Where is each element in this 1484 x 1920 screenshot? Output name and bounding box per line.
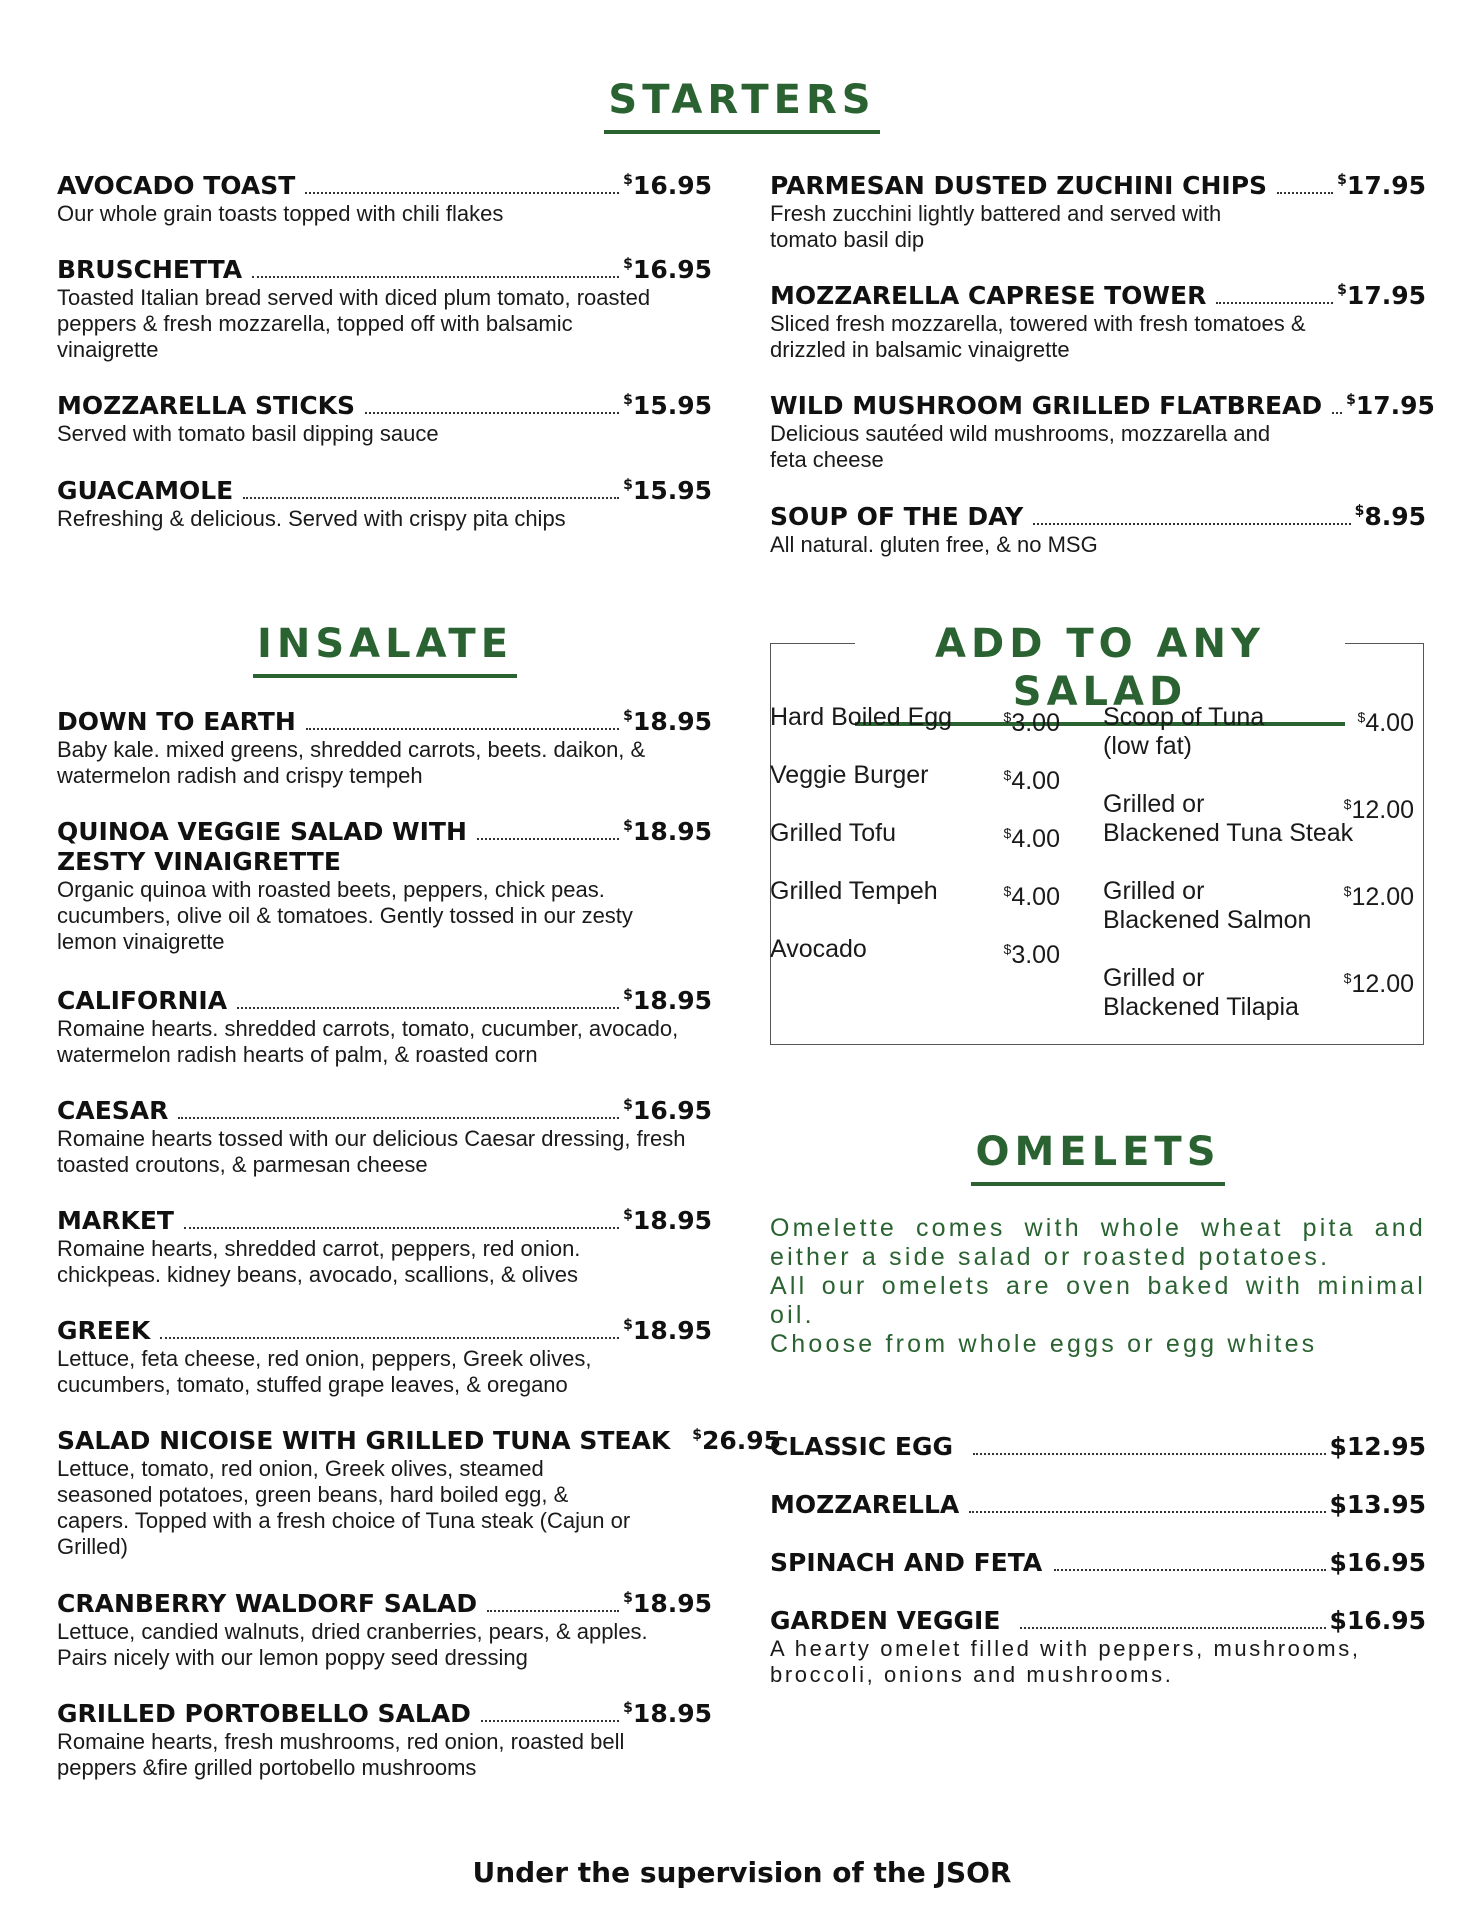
addon-name: Grilled or Blackened Tuna Steak [1103,790,1354,847]
leader-dots [969,1511,1325,1513]
insalate-heading: INSALATE [185,620,585,678]
item-name: CLASSIC EGG [770,1432,953,1461]
item-description: Baby kale. mixed greens, shredded carrots, beets. daikon, & watermelon radish and crispy tempeh [57,737,646,788]
item-name: AVOCADO TOAST [57,171,296,200]
item-name: QUINOA VEGGIE SALAD WITH [57,817,467,846]
menu-item [57,1420,782,1560]
menu-item [770,1548,1426,1578]
item-description: Romaine hearts. shredded carrots, tomato, cucumber, avocado, watermelon radish hearts of palm, & roasted corn [57,1016,679,1067]
menu-item [770,496,1426,558]
item-description: Toasted Italian bread served with diced plum tomato, roasted peppers & fresh mozzarella, topped off with balsamic vinaigrette [57,285,651,362]
item-name: SPINACH AND FETA [770,1548,1043,1577]
leader-dots [1020,1627,1325,1629]
item-description: All natural. gluten free, & no MSG [770,532,1098,557]
item-name: MARKET [57,1206,174,1235]
leader-dots [243,497,619,499]
leader-dots [1033,523,1350,525]
leader-dots [477,838,619,840]
addon-name: Hard Boiled Egg [770,703,953,731]
item-description: Refreshing & delicious. Served with crispy pita chips [57,506,566,531]
menu-item [57,165,712,227]
addon-name: Scoop of Tuna (low fat) [1103,703,1265,760]
item-description: Lettuce, tomato, red onion, Greek olives, steamed seasoned potatoes, green beans, hard boiled egg, & capers. Topped with a fresh choice of Tuna steak (Cajun or Grilled) [57,1456,631,1559]
item-price: $18.95 [623,1589,712,1618]
item-name-line2: ZESTY VINAIGRETTE [57,847,341,876]
item-price: $17.95 [1337,171,1426,200]
item-description: Sliced fresh mozzarella, towered with fresh tomatoes & drizzled in balsamic vinaigrette [770,311,1306,362]
item-description: A hearty omelet filled with peppers, mushrooms, broccoli, onions and mushrooms. [770,1636,1361,1687]
addon-price: $12.00 [1343,970,1414,998]
item-name: SALAD NICOISE WITH GRILLED TUNA STEAK [57,1426,671,1455]
omelets-heading: OMELETS [898,1128,1298,1186]
item-name: CALIFORNIA [57,986,228,1015]
item-name: GREEK [57,1316,151,1345]
leader-dots [487,1610,619,1612]
menu-item [770,1606,1426,1688]
leader-dots [306,728,619,730]
item-name: PARMESAN DUSTED ZUCHINI CHIPS [770,171,1268,200]
item-name: BRUSCHETTA [57,255,243,284]
item-description: Romaine hearts, shredded carrot, peppers, red onion. chickpeas. kidney beans, avocado, scallions, & olives [57,1236,581,1287]
item-price: $18.95 [623,817,712,846]
leader-dots [237,1007,619,1009]
item-price: $18.95 [623,1206,712,1235]
addon-price: $12.00 [1343,796,1414,824]
addon-price: $4.00 [1003,767,1060,795]
item-price: $16.95 [623,1096,712,1125]
addon-name: Grilled or Blackened Tilapia [1103,964,1299,1021]
item-name: GUACAMOLE [57,476,234,505]
item-description: Organic quinoa with roasted beets, peppers, chick peas. cucumbers, olive oil & tomatoes. Gently tossed in our zesty lemon vinaigrette [57,877,633,954]
item-description: Served with tomato basil dipping sauce [57,421,439,446]
item-price: $17.95 [1337,281,1426,310]
leader-dots [481,1720,619,1722]
menu-item [770,275,1426,363]
item-description: Romaine hearts, fresh mushrooms, red onion, roasted bell peppers &fire grilled portobello mushrooms [57,1729,625,1780]
item-price: $16.95 [1329,1606,1426,1635]
item-description: Fresh zucchini lightly battered and served with tomato basil dip [770,201,1222,252]
item-name: MOZZARELLA CAPRESE TOWER [770,281,1207,310]
leader-dots [1332,412,1342,414]
item-name: GARDEN VEGGIE [770,1606,1001,1635]
leader-dots [365,412,619,414]
menu-item [57,701,712,789]
addon-price: $3.00 [1003,941,1060,969]
item-price: $16.95 [1329,1548,1426,1577]
addon-price: $3.00 [1003,709,1060,737]
leader-space [678,1447,688,1449]
item-price: $17.95 [1346,391,1435,420]
menu-item [770,165,1426,253]
addon-price: $4.00 [1003,883,1060,911]
menu-item [57,1693,712,1781]
leader-dots [1216,302,1333,304]
addon-name: Veggie Burger [770,761,929,789]
footer-supervision: Under the supervision of the JSOR [472,1856,1012,1889]
item-name: MOZZARELLA [770,1490,960,1519]
item-description: Lettuce, feta cheese, red onion, peppers, Greek olives, cucumbers, tomato, stuffed grape leaves, & oregano [57,1346,592,1397]
addon-name: Avocado [770,935,867,963]
item-name: CAESAR [57,1096,169,1125]
starters-heading: STARTERS [542,76,942,134]
addon-price: $12.00 [1343,883,1414,911]
item-description: Romaine hearts tossed with our delicious Caesar dressing, fresh toasted croutons, & parmesan cheese [57,1126,686,1177]
omelet-note-line: Choose from whole eggs or egg whites [770,1330,1318,1358]
addon-price: $4.00 [1003,825,1060,853]
leader-dots [1054,1569,1325,1571]
item-price: $18.95 [623,1316,712,1345]
item-price: $13.95 [1329,1490,1426,1519]
menu-item [57,811,712,955]
menu-item [57,470,712,532]
omelet-note-line: Omelette comes with whole wheat pita and either a side salad or roasted potatoes. [770,1214,1426,1271]
menu-item [57,1583,712,1671]
item-price: $18.95 [623,986,712,1015]
item-name: MOZZARELLA STICKS [57,391,356,420]
leader-dots [178,1117,619,1119]
item-name: DOWN TO EARTH [57,707,296,736]
menu-item [57,1310,712,1398]
item-price: $16.95 [623,171,712,200]
addon-name: Grilled Tempeh [770,877,938,905]
item-name: GRILLED PORTOBELLO SALAD [57,1699,471,1728]
menu-item [57,1200,712,1288]
menu-item [57,980,712,1068]
menu-item [770,385,1435,473]
omelet-note-line: All our omelets are oven baked with minimal oil. [770,1272,1426,1329]
item-name: SOUP OF THE DAY [770,502,1024,531]
item-price: $12.95 [1329,1432,1426,1461]
leader-dots [184,1227,619,1229]
addon-name: Grilled or Blackened Salmon [1103,877,1312,934]
item-price: $18.95 [623,1699,712,1728]
menu-item [57,1090,712,1178]
leader-dots [305,192,619,194]
item-price: $8.95 [1354,502,1426,531]
menu-item [57,385,712,447]
menu-item [57,249,712,363]
item-price: $18.95 [623,707,712,736]
item-description: Lettuce, candied walnuts, dried cranberries, pears, & apples. Pairs nicely with our lemon poppy seed dressing [57,1619,648,1670]
leader-dots [1277,192,1333,194]
item-price: $26.95 [692,1426,782,1455]
menu-item [770,1432,1426,1462]
item-description: Our whole grain toasts topped with chili flakes [57,201,504,226]
leader-dots [160,1337,619,1339]
item-price: $15.95 [623,476,712,505]
leader-dots [252,276,619,278]
leader-dots [973,1453,1326,1455]
omelet-note [770,1214,1426,1359]
addon-name: Grilled Tofu [770,819,896,847]
item-price: $15.95 [623,391,712,420]
item-price: $16.95 [623,255,712,284]
add-to-salad-heading: ADD TO ANY SALAD [855,620,1345,726]
addon-price: $4.00 [1357,709,1414,737]
item-name: CRANBERRY WALDORF SALAD [57,1589,478,1618]
item-description: Delicious sautéed wild mushrooms, mozzarella and feta cheese [770,421,1271,472]
item-name: WILD MUSHROOM GRILLED FLATBREAD [770,391,1323,420]
menu-item [770,1490,1426,1520]
